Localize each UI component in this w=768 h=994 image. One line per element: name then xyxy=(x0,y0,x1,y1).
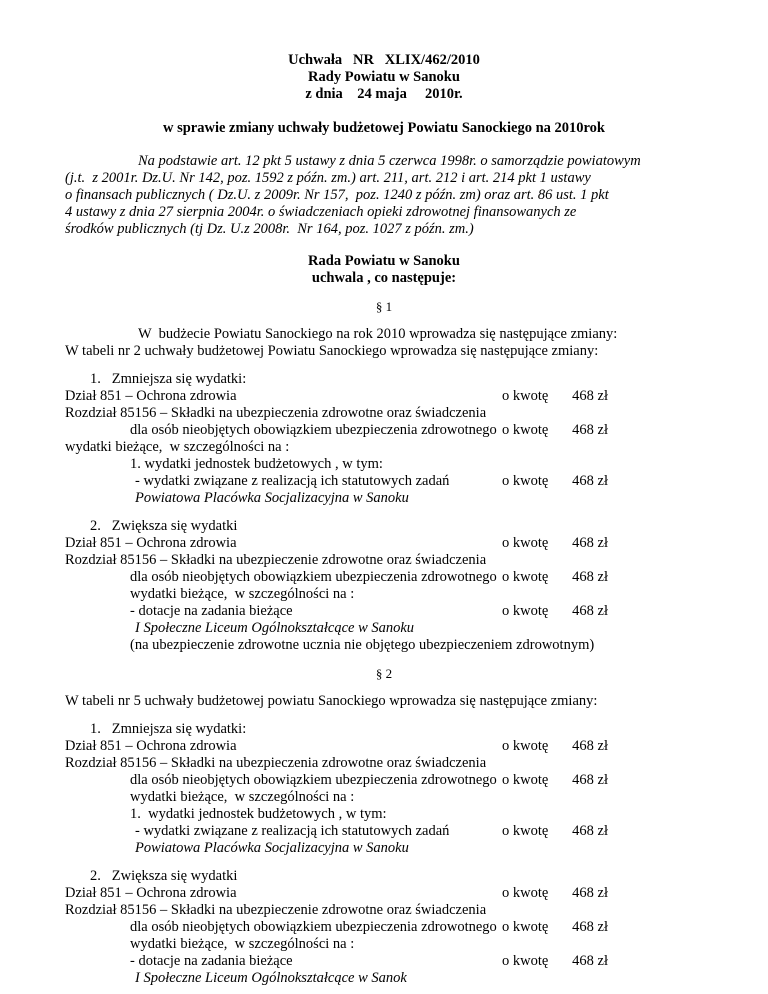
wydatki-label: wydatki bieżące, w szczególności na : xyxy=(130,789,355,805)
amount-value: 468 zł xyxy=(572,823,608,839)
increase-heading: 2. Zwiększa się wydatki xyxy=(90,868,238,884)
o-kwote-label: o kwotę xyxy=(502,422,549,438)
o-kwote-label: o kwotę xyxy=(502,823,549,839)
o-kwote-label: o kwotę xyxy=(502,953,549,969)
wydatki-label: wydatki bieżące, w szczególności na : xyxy=(130,936,355,952)
section-2-title: § 2 xyxy=(375,666,393,681)
dzial-label: Dział 851 – Ochrona zdrowia xyxy=(65,388,237,404)
o-kwote-label: o kwotę xyxy=(502,569,549,585)
dotacje-label: - dotacje na zadania bieżące xyxy=(130,603,293,619)
o-kwote-label: o kwotę xyxy=(502,772,549,788)
jednostki-label: 1. wydatki jednostek budżetowych , w tym: xyxy=(130,806,387,822)
resolution-date: z dnia 24 maja 2010r. xyxy=(305,86,463,102)
dotacje-label: - dotacje na zadania bieżące xyxy=(130,953,293,969)
preamble-line: (j.t. z 2001r. Dz.U. Nr 142, poz. 1592 z późn. zm.) art. 211, art. 212 i art. 214 pkt 1 ustawy xyxy=(65,170,591,186)
amount-value: 468 zł xyxy=(572,603,608,619)
preamble-line: środków publicznych (tj Dz. U.z 2008r. Nr 164, poz. 1027 z późn. zm.) xyxy=(65,221,474,237)
preamble-line: Na podstawie art. 12 pkt 5 ustawy z dnia 5 czerwca 1998r. o samorządzie powiatowym xyxy=(138,153,641,169)
o-kwote-label: o kwotę xyxy=(502,535,549,551)
preamble-line: o finansach publicznych ( Dz.U. z 2009r. Nr 157, poz. 1240 z późn. zm) oraz art. 86 ust. 1 pkt xyxy=(65,187,609,203)
resolution-subject: w sprawie zmiany uchwały budżetowej Powiatu Sanockiego na 2010rok xyxy=(163,120,605,136)
wydatki-label: wydatki bieżące, w szczególności na : xyxy=(65,439,290,455)
council-name: Rady Powiatu w Sanoku xyxy=(308,69,460,85)
o-kwote-label: o kwotę xyxy=(502,885,549,901)
amount-value: 468 zł xyxy=(572,772,608,788)
jednostki-label: 1. wydatki jednostek budżetowych , w tym: xyxy=(130,456,383,472)
osoby-label: dla osób nieobjętych obowiązkiem ubezpieczenia zdrowotnego xyxy=(130,919,497,935)
resolution-number: Uchwała NR XLIX/462/2010 xyxy=(288,52,480,68)
unit-name: I Społeczne Liceum Ogólnokształcące w Sanoku xyxy=(135,620,415,636)
decrease-heading: 1. Zmniejsza się wydatki: xyxy=(90,721,247,737)
rozdzial-label: Rozdział 85156 – Składki na ubezpieczenie zdrowotne oraz świadczenia xyxy=(65,902,487,918)
zadania-label: - wydatki związane z realizacją ich statutowych zadań xyxy=(135,823,450,839)
unit-name: Powiatowa Placówka Socjalizacyjna w Sanoku xyxy=(135,490,409,506)
increase-note: (na ubezpieczenie zdrowotne ucznia nie objętego ubezpieczeniem zdrowotnym) xyxy=(130,637,595,653)
preamble-line: 4 ustawy z dnia 27 sierpnia 2004r. o świadczeniach opieki zdrowotnej finansowanych ze xyxy=(65,204,577,220)
increase-heading: 2. Zwiększa się wydatki xyxy=(90,518,238,534)
section-1-title: § 1 xyxy=(375,299,393,314)
amount-value: 468 zł xyxy=(572,535,608,551)
o-kwote-label: o kwotę xyxy=(502,738,549,754)
amount-value: 468 zł xyxy=(572,953,608,969)
dzial-label: Dział 851 – Ochrona zdrowia xyxy=(65,535,237,551)
resolves-heading: uchwala , co następuje: xyxy=(311,270,457,286)
amount-value: 468 zł xyxy=(572,885,608,901)
section-2-intro: W tabeli nr 5 uchwały budżetowej powiatu Sanockiego wprowadza się następujące zmiany: xyxy=(65,693,598,709)
dzial-label: Dział 851 – Ochrona zdrowia xyxy=(65,885,237,901)
wydatki-label: wydatki bieżące, w szczególności na : xyxy=(130,586,355,602)
section-1-table-intro: W tabeli nr 2 uchwały budżetowej Powiatu Sanockiego wprowadza się następujące zmiany: xyxy=(65,343,599,359)
o-kwote-label: o kwotę xyxy=(502,919,549,935)
amount-value: 468 zł xyxy=(572,473,608,489)
osoby-label: dla osób nieobjętych obowiązkiem ubezpieczenia zdrowotnego xyxy=(130,422,497,438)
unit-name: Powiatowa Placówka Socjalizacyjna w Sanoku xyxy=(135,840,409,856)
rozdzial-label: Rozdział 85156 – Składki na ubezpieczenia zdrowotne oraz świadczenia xyxy=(65,405,487,421)
dzial-label: Dział 851 – Ochrona zdrowia xyxy=(65,738,237,754)
unit-name: I Społeczne Liceum Ogólnokształcące w Sanok xyxy=(135,970,407,986)
amount-value: 468 zł xyxy=(572,738,608,754)
council-heading: Rada Powiatu w Sanoku xyxy=(308,253,460,269)
rozdzial-label: Rozdział 85156 – Składki na ubezpieczenie zdrowotne oraz świadczenia xyxy=(65,552,487,568)
amount-value: 468 zł xyxy=(572,422,608,438)
amount-value: 468 zł xyxy=(572,388,608,404)
osoby-label: dla osób nieobjętych obowiązkiem ubezpieczenia zdrowotnego xyxy=(130,772,497,788)
section-1-intro: W budżecie Powiatu Sanockiego na rok 2010 wprowadza się następujące zmiany: xyxy=(138,326,618,342)
o-kwote-label: o kwotę xyxy=(502,603,549,619)
rozdzial-label: Rozdział 85156 – Składki na ubezpieczenia zdrowotne oraz świadczenia xyxy=(65,755,487,771)
amount-value: 468 zł xyxy=(572,569,608,585)
amount-value: 468 zł xyxy=(572,919,608,935)
osoby-label: dla osób nieobjętych obowiązkiem ubezpieczenia zdrowotnego xyxy=(130,569,497,585)
o-kwote-label: o kwotę xyxy=(502,388,549,404)
o-kwote-label: o kwotę xyxy=(502,473,549,489)
decrease-heading: 1. Zmniejsza się wydatki: xyxy=(90,371,247,387)
zadania-label: - wydatki związane z realizacją ich statutowych zadań xyxy=(135,473,450,489)
